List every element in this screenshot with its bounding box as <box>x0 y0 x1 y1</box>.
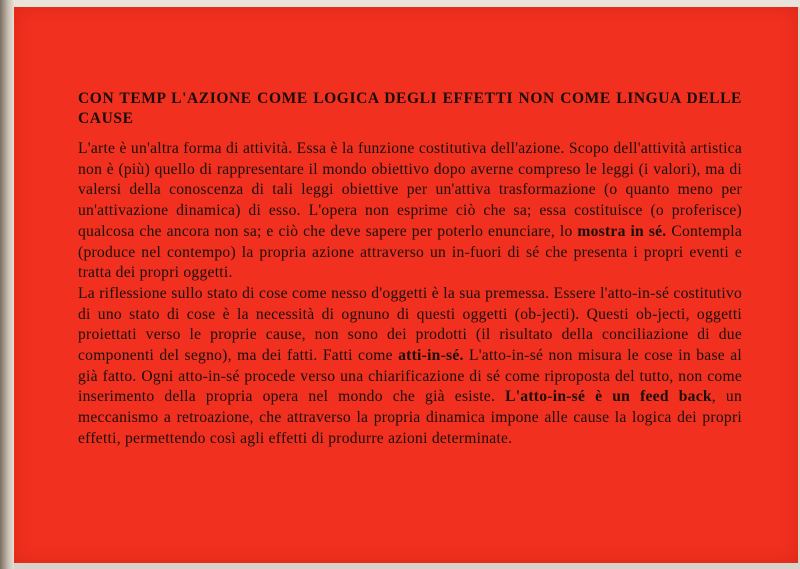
article-text <box>78 89 742 450</box>
red-page <box>14 7 798 563</box>
scan-top-margin <box>0 0 800 7</box>
paragraph-1-text-b: Contempla (produce nel contempo) la propria azione attraverso un in-fuori di sé che presenta i propri eventi e tratta dei propri oggetti. <box>78 222 742 282</box>
paragraph-2-text-c: , un meccanismo a retroazione, che attraverso la propria dinamica impone alle cause la logica dei propri effetti, permettendo così agli effetti di produrre azioni determinate. <box>78 388 742 447</box>
paragraph-1-bold: mostra in sé. <box>577 222 667 240</box>
paragraph-2 <box>78 284 742 450</box>
paragraph-1 <box>78 139 742 284</box>
paragraph-2-bold-2: L'atto-in-sé è un feed back <box>505 388 712 406</box>
article-heading: CON TEMP L'AZIONE COME LOGICA DEGLI EFFETTI NON COME LINGUA DELLE CAUSE <box>78 90 742 127</box>
paragraph-1-text-a: L'arte è un'altra forma di attività. Essa è la funzione costitutiva dell'azione. Scopo dell'attività artistica non è (più) quello di rappresentare il mondo obiettivo dopo averne compreso le leggi (i valori), ma di valersi della conoscenza di tali leggi obiettive per un'attiva trasformazione (o quanto meno per un'attivazione dinamica) di esso. L'opera non esprime ciò che sa; essa costituisce (o proferisce) qualcosa che ancora non sa; e ciò che deve sapere per poterlo enunciare, lo <box>78 140 742 240</box>
book-binding-edge <box>0 0 14 569</box>
paragraph-2-bold-1: atti-in-sé. <box>398 347 464 365</box>
paragraph-2-text-a: La riflessione sullo stato di cose come nesso d'oggetti è la sua premessa. Essere l'atto-in-sé costitutivo di uno stato di cose è la necessità di ognuno di questi oggetti (ob-jecti). Questi ob-jecti, oggetti proiettati verso le proprie cause, non sono dei prodotti (il risultato della conciliazione di due componenti del segno), ma dei fatti. Fatti come <box>78 284 742 365</box>
paragraph-2-text-b: L'atto-in-sé non misura le cose in base al già fatto. Ogni atto-in-sé procede verso una chiarificazione di sé come riproposta del tutto, non come inserimento della propria opera nel mondo che già esiste. <box>78 347 742 406</box>
